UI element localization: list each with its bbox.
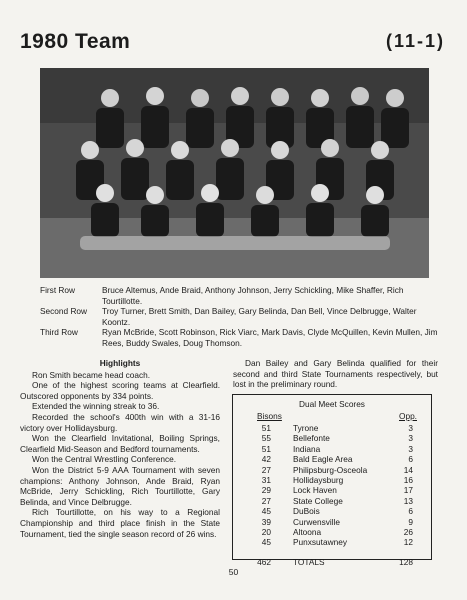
opponent-name: Altoona [293, 526, 322, 537]
totals-row [233, 557, 431, 567]
bisons-score: 51 [261, 423, 271, 433]
caption-second-row [40, 306, 440, 327]
score-row [233, 527, 431, 537]
opponent-score: 13 [403, 495, 413, 506]
opponent-name: Tyrone [293, 423, 319, 433]
score-row [233, 506, 431, 516]
caption-label: Third Row [40, 327, 78, 337]
caption-names: Troy Turner, Brett Smith, Dan Bailey, Gary Belinda, Dan Bell, Vince Delbrugge, Walter Koontz. [102, 306, 417, 327]
dual-meet-scores-box [232, 394, 432, 567]
highlight-item: Rich Tourtillotte, on his way to a Regional Championship and third place finish in the State Tournament, tied the single season record of 26 wins. [20, 507, 220, 539]
score-rows [233, 423, 431, 548]
score-row [233, 454, 431, 464]
opponent-score: 3 [408, 443, 413, 454]
opponent-name: Bellefonte [293, 433, 330, 444]
highlight-item: Extended the winning streak to 36. [32, 401, 160, 412]
highlight-item: Won the District 5-9 AAA Tournament with seven champions: Anthony Johnson, Ande Braid, Ryan McBride, Jerry Schickling, Rich Tourtillotte, Gary Belinda, and Vince Delbrugge. [20, 464, 220, 507]
caption-names: Bruce Altemus, Ande Braid, Anthony Johnson, Jerry Schickling, Mike Shaffer, Rich Tourtillotte. [102, 285, 404, 306]
opponent-name: Hollidaysburg [293, 474, 344, 485]
page-number: 50 [228, 567, 239, 577]
opponent-score: 12 [403, 537, 413, 548]
score-row [233, 496, 431, 506]
opponent-score: 26 [403, 526, 413, 537]
score-row [233, 475, 431, 485]
opponent-name: Philipsburg-Osceola [293, 464, 368, 475]
score-row [233, 517, 431, 527]
opponent-score: 6 [408, 454, 413, 465]
highlight-item: Won the Clearfield Invitational, Boiling Springs, Clearfield Mid-Season and Bedford tournaments. [20, 433, 220, 454]
bisons-score: 27 [261, 464, 271, 475]
page-title: 1980 Team [20, 30, 131, 53]
opponent-score: 3 [408, 433, 413, 444]
bisons-column-header: Bisons [257, 411, 282, 421]
bisons-total: 462 [257, 556, 271, 567]
score-row [233, 485, 431, 495]
bisons-score: 55 [261, 433, 271, 444]
opponent-name: Indiana [293, 443, 321, 454]
bisons-score: 27 [261, 495, 271, 506]
opponent-name: Bald Eagle Area [293, 454, 353, 465]
bisons-score: 42 [261, 454, 271, 465]
opponent-score: 14 [403, 464, 413, 475]
totals-label: TOTALS [293, 556, 325, 567]
bisons-score: 45 [261, 537, 271, 548]
opponent-score: 6 [408, 506, 413, 517]
bisons-score: 20 [261, 526, 271, 537]
highlights-heading: Highlights [99, 358, 141, 368]
dual-meet-title: Dual Meet Scores [299, 399, 365, 409]
highlight-item: One of the highest scoring teams at Clearfield. Outscored opponents by 334 points. [20, 380, 220, 401]
opp-column-header: Opp. [399, 411, 417, 421]
opponent-score: 3 [408, 423, 413, 433]
bisons-score: 51 [261, 443, 271, 454]
opponent-name: DuBois [293, 506, 320, 517]
opponent-name: Punxsutawney [293, 537, 347, 548]
highlights-section [20, 358, 220, 539]
opponent-name: Lock Haven [293, 485, 337, 496]
team-photo [40, 68, 429, 278]
highlight-item: Won the Central Wrestling Conference. [32, 454, 177, 465]
caption-label: First Row [40, 285, 76, 295]
bisons-score: 45 [261, 506, 271, 517]
state-qualifier-text: Dan Bailey and Gary Belinda qualified for their second and third State Tournaments respectively, but lost in the preliminary round. [233, 358, 438, 390]
highlight-item: Recorded the school's 400th win with a 31-16 victory over Hollidaysburg. [20, 411, 220, 433]
highlight-item: Ron Smith became head coach. [32, 369, 151, 380]
scores-header [233, 411, 431, 423]
caption-label: Second Row [40, 306, 88, 316]
opponent-score: 9 [408, 516, 413, 527]
opponent-name: Curwensville [293, 516, 341, 527]
opp-total: 128 [399, 556, 413, 567]
score-row [233, 433, 431, 443]
caption-names: Ryan McBride, Scott Robinson, Rick Viarc, Mark Davis, Clyde McQuillen, Kevin Mullen, Jim Rees, Buddy Swales, Doug Thomson. [102, 327, 438, 348]
season-record: (11-1) [385, 31, 445, 51]
score-row [233, 423, 431, 433]
score-row [233, 537, 431, 547]
bisons-score: 29 [261, 485, 271, 496]
photo-captions [40, 285, 440, 348]
bisons-score: 39 [261, 516, 271, 527]
caption-first-row [40, 285, 440, 306]
bisons-score: 31 [261, 474, 271, 485]
opponent-name: State College [293, 495, 343, 506]
opponent-score: 16 [403, 474, 413, 485]
score-row [233, 444, 431, 454]
score-row [233, 465, 431, 475]
caption-third-row [40, 327, 440, 348]
opponent-score: 17 [403, 485, 413, 496]
